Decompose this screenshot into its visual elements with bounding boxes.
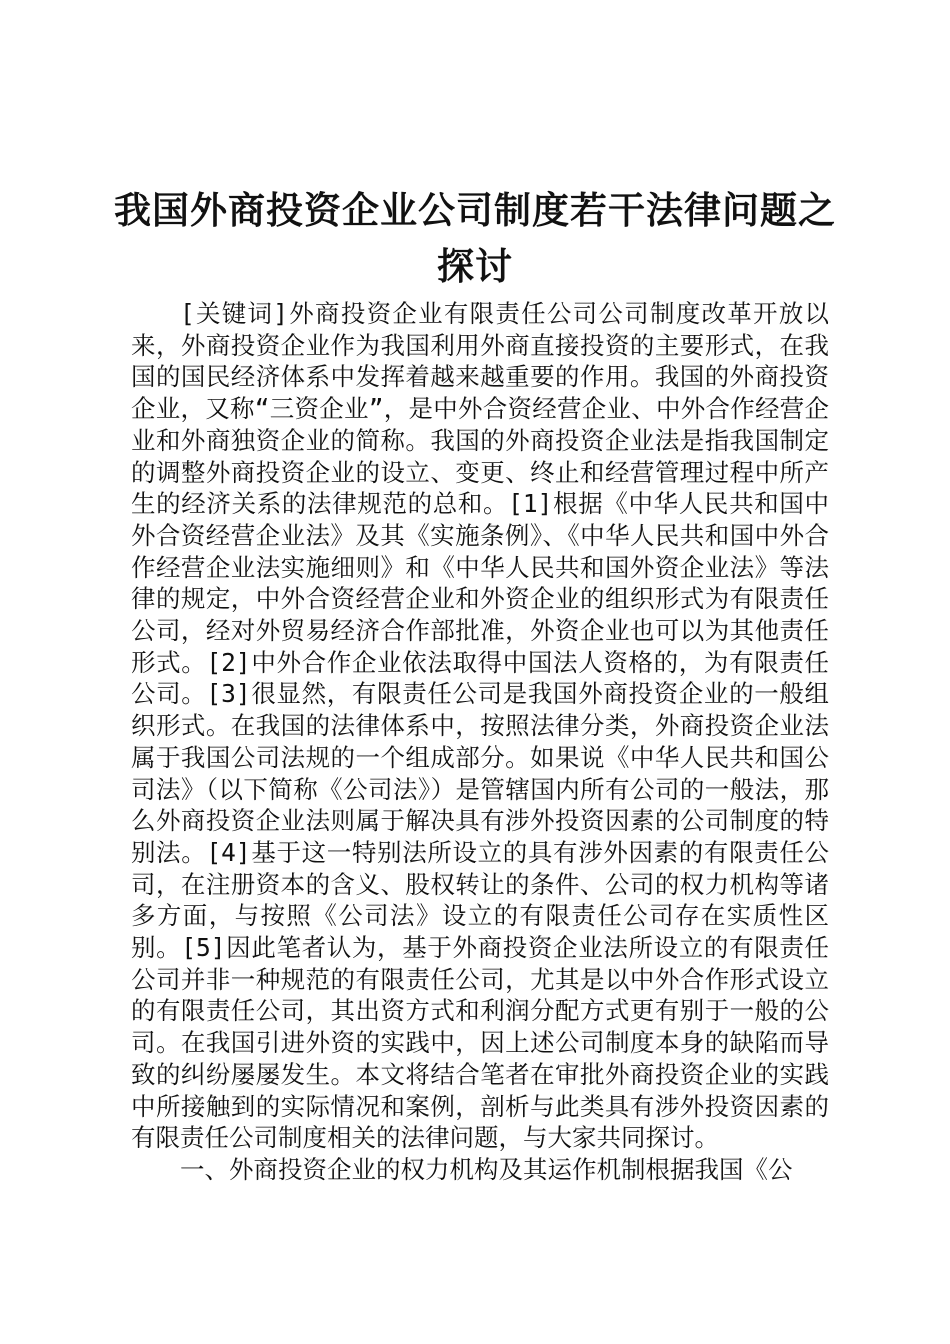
document-title: 我国外商投资企业公司制度若干法律问题之探讨: [114, 188, 836, 288]
body-paragraph: 一、外商投资企业的权力机构及其运作机制根据我国《公: [180, 1154, 793, 1184]
body-paragraph: [关键词]外商投资企业有限责任公司公司制度改革开放以来，外商投资企业作为我国利用外商直接投资的主要形式，在我国的国民经济体系中发挥着越来越重要的作用。我国的外商投资企业，又称“三资企业”，是中外合资经营企业、中外合作经营企业和外商独资企业的简称。我国的外商投资企业法是指我国制定的调整外商投资企业的设立、变更、终止和经营管理过程中所产生的经济关系的法律规范的总和。[1]根据《中华人民共和国中外合资经营企业法》及其《实施条例》、《中华人民共和国中外合作经营企业法实施细则》和《中华人民共和国外资企业法》等法律的规定，中外合资经营企业和外资企业的组织形式为有限责任公司，经对外贸易经济合作部批准，外资企业也可以为其他责任形式。[2]中外合作企业依法取得中国法人资格的，为有限责任公司。[3]很显然，有限责任公司是我国外商投资企业的一般组织形式。在我国的法律体系中，按照法律分类，外商投资企业法属于我国公司法规的一个组成部分。如果说《中华人民共和国公司法》（以下简称《公司法》）是管辖国内所有公司的一般法，那么外商投资企业法则属于解决具有涉外投资因素的公司制度的特别法。[4]基于这一特别法所设立的具有涉外因素的有限责任公司，在注册资本的含义、股权转让的条件、公司的权力机构等诸多方面，与按照《公司法》设立的有限责任公司存在实质性区别。[5]因此笔者认为，基于外商投资企业法所设立的有限责任公司并非一种规范的有限责任公司，尤其是以中外合作形式设立的有限责任公司，其出资方式和利润分配方式更有别于一般的公司。在我国引进外资的实践中，因上述公司制度本身的缺陷而导致的纠纷屡屡发生。本文将结合笔者在审批外商投资企业的实践中所接触到的实际情况和案例，剖析与此类具有涉外投资因素的有限责任公司制度相关的法律问题，与大家共同探讨。: [131, 299, 829, 1153]
document-body: [131, 298, 829, 1186]
